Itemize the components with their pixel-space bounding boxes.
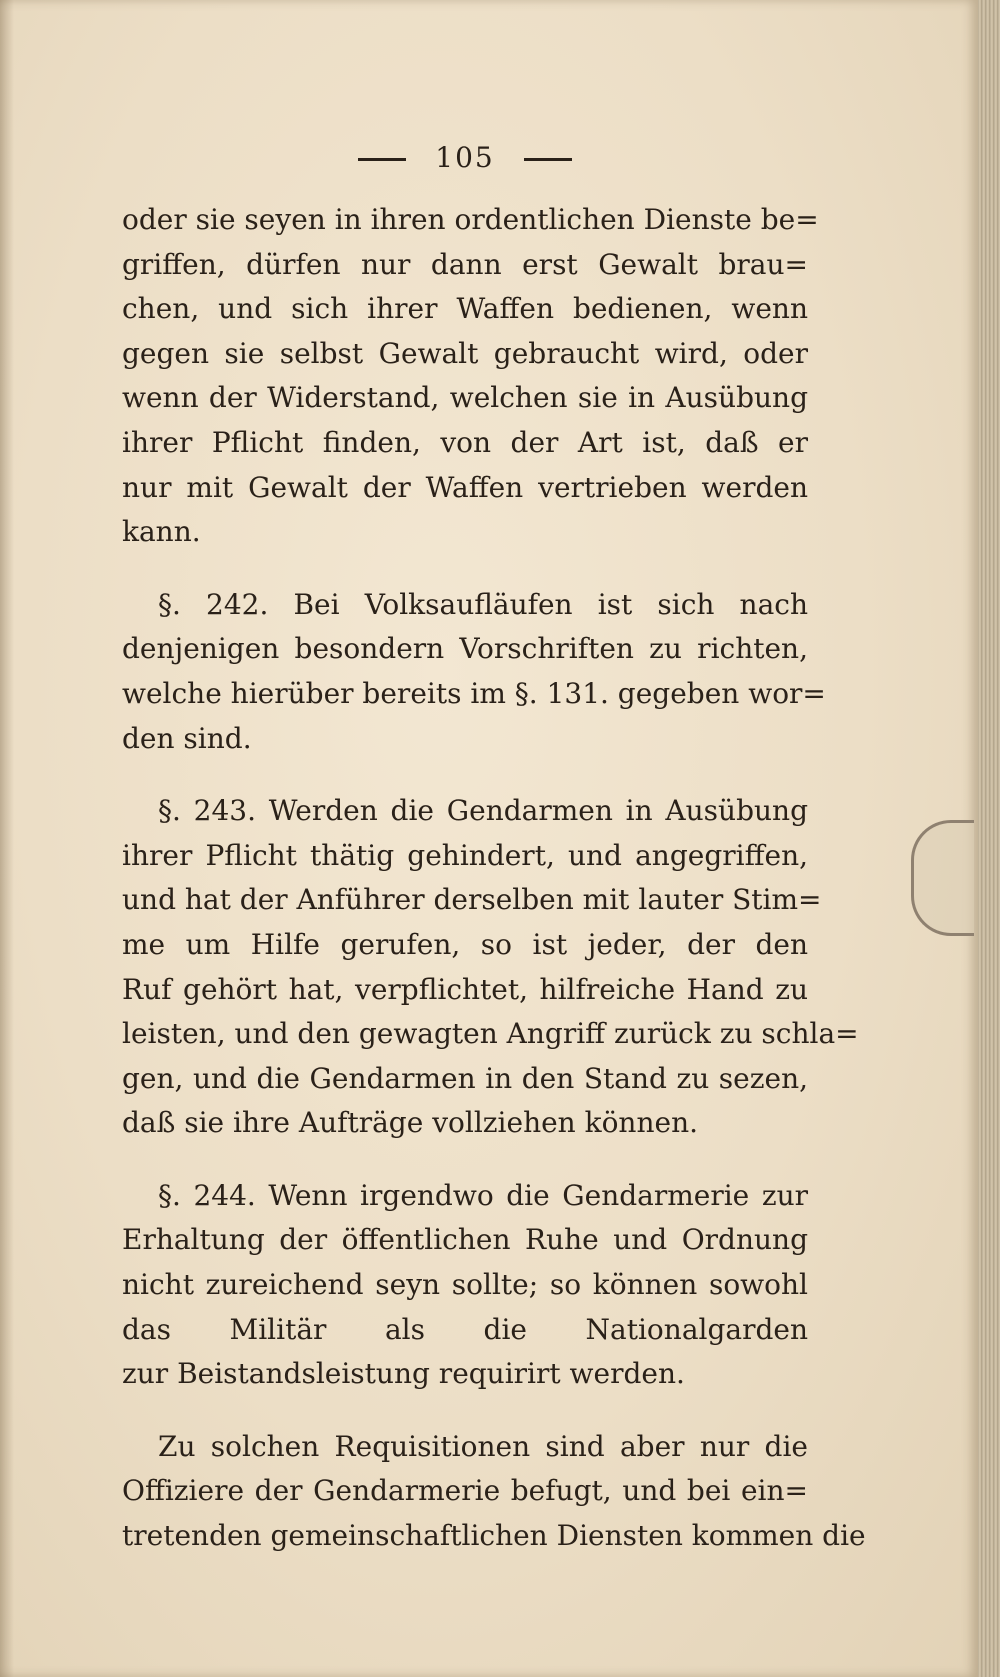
text-line: welche hierüber bereits im §. 131. gegeben wor= xyxy=(122,676,826,710)
text-line: Zu solchen Requisitionen sind aber nur die xyxy=(158,1429,808,1463)
page-text-block xyxy=(122,140,866,1587)
text-line: denjenigen besondern Vorschriften zu richten, xyxy=(122,632,808,666)
text-line: oder sie seyen in ihren ordentlichen Dienste be= xyxy=(122,203,819,236)
text-line: Offiziere der Gendarmerie befugt, und bei ein= xyxy=(122,1474,808,1508)
page-stack-edge xyxy=(978,0,1000,1677)
text-line: §. 244. Wenn irgendwo die Gendarmerie zur xyxy=(158,1178,808,1212)
binding-shadow xyxy=(0,0,14,1677)
text-line: griffen, dürfen nur dann erst Gewalt brau= xyxy=(122,247,808,281)
text-line: me um Hilfe gerufen, so ist jeder, der den xyxy=(122,927,808,961)
text-line: tretenden gemeinschaftlichen Diensten kommen die xyxy=(122,1519,866,1553)
text-line: kann. xyxy=(122,515,201,549)
text-line: nicht zureichend seyn sollte; so können sowohl xyxy=(122,1268,808,1302)
header-dash-right xyxy=(524,158,572,161)
page-tab-marker xyxy=(911,820,974,936)
paragraph-section-243 xyxy=(122,789,859,1146)
text-line: §. 242. Bei Volksaufläufen ist sich nach xyxy=(158,587,808,621)
paragraph-section-244 xyxy=(122,1174,808,1397)
text-line: ihrer Pflicht thätig gehindert, und angegriffen, xyxy=(122,838,808,872)
text-line: chen, und sich ihrer Waffen bedienen, wenn xyxy=(122,292,808,326)
text-line: wenn der Widerstand, welchen sie in Ausübung xyxy=(122,381,808,415)
text-line: gegen sie selbst Gewalt gebraucht wird, oder xyxy=(122,336,808,370)
text-line: gen, und die Gendarmen in den Stand zu sezen, xyxy=(122,1061,808,1095)
text-line: zur Beistandsleistung requirirt werden. xyxy=(122,1357,685,1391)
paragraph-section-242 xyxy=(122,583,826,761)
text-line: leisten, und den gewagten Angriff zurück zu schla= xyxy=(122,1017,859,1051)
text-line: daß sie ihre Aufträge vollziehen können. xyxy=(122,1106,698,1140)
page-header xyxy=(122,140,808,176)
paragraph-continuation xyxy=(122,198,819,555)
text-line: ihrer Pflicht finden, von der Art ist, daß er xyxy=(122,425,808,459)
text-line: §. 243. Werden die Gendarmen in Ausübung xyxy=(158,794,808,828)
text-line: Ruf gehört hat, verpflichtet, hilfreiche Hand zu xyxy=(122,972,808,1006)
text-line: Erhaltung der öffentlichen Ruhe und Ordnung xyxy=(122,1223,808,1257)
text-line: und hat der Anführer derselben mit lauter Stim= xyxy=(122,883,822,917)
paragraph-requisitions xyxy=(122,1425,866,1559)
text-line: das Militär als die Nationalgarden xyxy=(122,1312,808,1346)
page-number: 105 xyxy=(435,141,495,174)
text-line: den sind. xyxy=(122,721,252,755)
header-dash-left xyxy=(358,158,406,161)
text-line: nur mit Gewalt der Waffen vertrieben werden xyxy=(122,470,808,504)
